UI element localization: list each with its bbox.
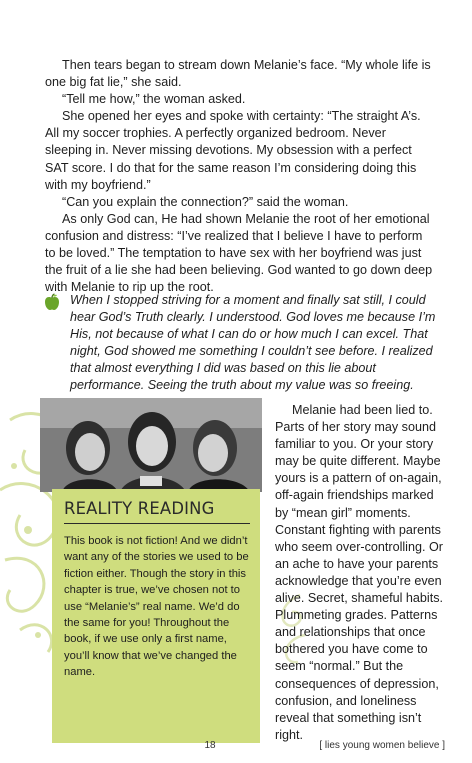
paragraph: Melanie had been lied to. Parts of her story may sound familiar to you. Or your story may be quite different. Maybe yours is a pattern of on-again, off-again friendships marked by “mean girl” moments. Constant fighting with parents who seem over-controlling. Or an ache to have your parents acknowledge that you’re even alive. Secret, shameful habits. Plummeting grades. Patterns and relationships that once bothered you have come to seem “normal.” But the consequences of depression, confusion, and loneliness reveal that something isn’t right. bbox=[275, 403, 443, 742]
apple-icon bbox=[44, 293, 60, 311]
quote-text: When I stopped striving for a moment and finally sat still, I could hear God’s Truth clearly. I understood. God loves me because I’m His, not because of what I can do or how much I can excel. That night, God showed me something I couldn’t see before. I realized that almost everything I did was based on this lie about performance. Seeing the truth about my value was so freeing. bbox=[70, 293, 436, 393]
body-text bbox=[45, 57, 433, 296]
paragraph: “Can you explain the connection?” said the woman. bbox=[62, 194, 349, 209]
photo-illustration bbox=[40, 398, 262, 492]
sidebar-title: REALITY READING bbox=[64, 499, 250, 524]
page-number: 18 bbox=[204, 740, 216, 751]
sidebar-body bbox=[64, 533, 252, 681]
testimony-quote bbox=[70, 292, 442, 395]
paragraph: She opened her eyes and spoke with certainty: “The straight A’s. All my soccer trophies. A perfectly organized bedroom. Never sleeping in. Never missing devotions. My obsession with a perfect SAT score. I do that for the same reason I’m considering doing this with my boyfriend.” bbox=[45, 109, 421, 192]
paragraph: Then tears began to stream down Melanie’s face. “My whole life is one big fat lie,” she said. bbox=[45, 58, 431, 90]
three-girls-photo bbox=[40, 398, 262, 492]
side-column-text bbox=[275, 402, 445, 744]
paragraph: “Tell me how,” the woman asked. bbox=[62, 92, 246, 107]
reality-reading-sidebar bbox=[52, 489, 260, 743]
sidebar-text: This book is not fiction! And we didn’t want any of the stories we used to be fiction either. Though the story in this chapter is true, we’ve chosen not to use “Melanie’s” real name. We’d do the same for you! Throughout the book, if we use only a first name, you’ll know that we’ve changed the name. bbox=[64, 535, 249, 679]
paragraph: As only God can, He had shown Melanie the root of her emotional confusion and distress: “I’ve realized that I believe I have to perform to be loved.” The temptation to have sex with her boyfriend was just the fruit of a lie she had been believing. God wanted to go down deep with Melanie to rip up the root. bbox=[45, 211, 433, 295]
running-title: [ lies young women believe ] bbox=[319, 740, 445, 751]
